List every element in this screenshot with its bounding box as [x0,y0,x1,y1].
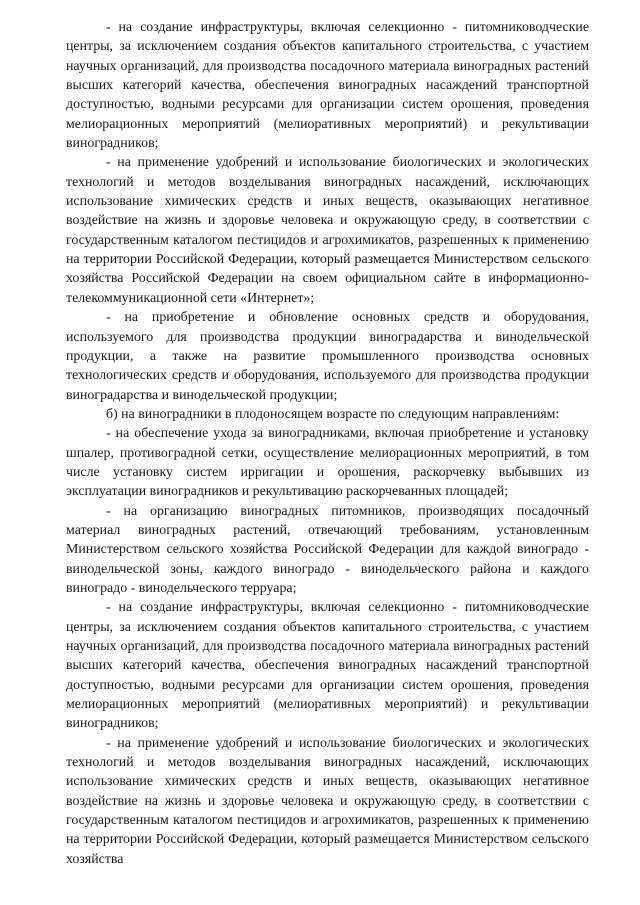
paragraph-infrastructure: - на создание инфраструктуры, включая селекционно - питомниководческие центры, за исключением создания объектов капитального строительства, с участием научных организаций, для производства посадочного материала виноградных растений высших категорий качества, обеспечения виноградных насаждений транспортной доступностью, водными ресурсами для организации систем орошения, проведения мелиорационных мероприятий (мелиоративных мероприятий) и рекультивации виноградников; [66,20,589,152]
paragraph-infrastructure-repeat: - на создание инфраструктуры, включая селекционно - питомниководческие центры, за исключением создания объектов капитального строительства, с участием научных организаций, для производства посадочного материала виноградных растений высших категорий качества, обеспечения виноградных насаждений транспортной доступностью, водными ресурсами для организации систем орошения, проведения мелиорационных мероприятий (мелиоративных мероприятий) и рекультивации виноградников; [66,600,589,732]
document-page [66,18,589,869]
paragraph-vineyard-care: - на обеспечение ухода за виноградниками, включая приобретение и установку шпалер, противоградной сетки, осуществление мелиорационных мероприятий, в том числе установку систем ирригации и орошения, раскорчевку выбывших из эксплуатации виноградников и рекультивацию раскорчеванных площадей; [66,426,589,500]
paragraph-equipment: - на приобретение и обновление основных средств и оборудования, используемого для производства продукции виноградарства и винодельческой продукции, а также на развитие промышленного производства основных технологических средств и оборудования, используемого для производства продукции виноградарства и винодельческой продукции; [66,310,589,403]
paragraph-fertilizers-repeat: - на применение удобрений и использование биологических и экологических технологий и методов возделывания виноградных насаждений, исключающих использование химических средств и иных веществ, оказывающих негативное воздействие на жизнь и здоровье человека и окружающую среду, в соответствии с государственным каталогом пестицидов и агрохимикатов, разрешенных к применению на территории Российской Федерации, который размещается Министерством сельского хозяйства [66,735,589,867]
paragraph-fruiting-vineyards-heading: б) на виноградники в плодоносящем возрасте по следующим направлениям: [106,406,560,422]
paragraph-fertilizers: - на применение удобрений и использование биологических и экологических технологий и методов возделывания виноградных насаждений, исключающих использование химических средств и иных веществ, оказывающих негативное воздействие на жизнь и здоровье человека и окружающую среду, в соответствии с государственным каталогом пестицидов и агрохимикатов, разрешенных к применению на территории Российской Федерации, который размещается Министерством сельского хозяйства Российской Федерации на своем официальном сайте в информационно-телекоммуникационной сети «Интернет»; [66,155,589,306]
paragraph-nurseries: - на организацию виноградных питомников, производящих посадочный материал виноградных растений, отвечающий требованиям, установленным Министерством сельского хозяйства Российской Федерации для каждой виноградо - винодельческой зоны, каждого виноградо - винодельческого района и каждого виноградо - винодельческого терруара; [66,503,589,596]
